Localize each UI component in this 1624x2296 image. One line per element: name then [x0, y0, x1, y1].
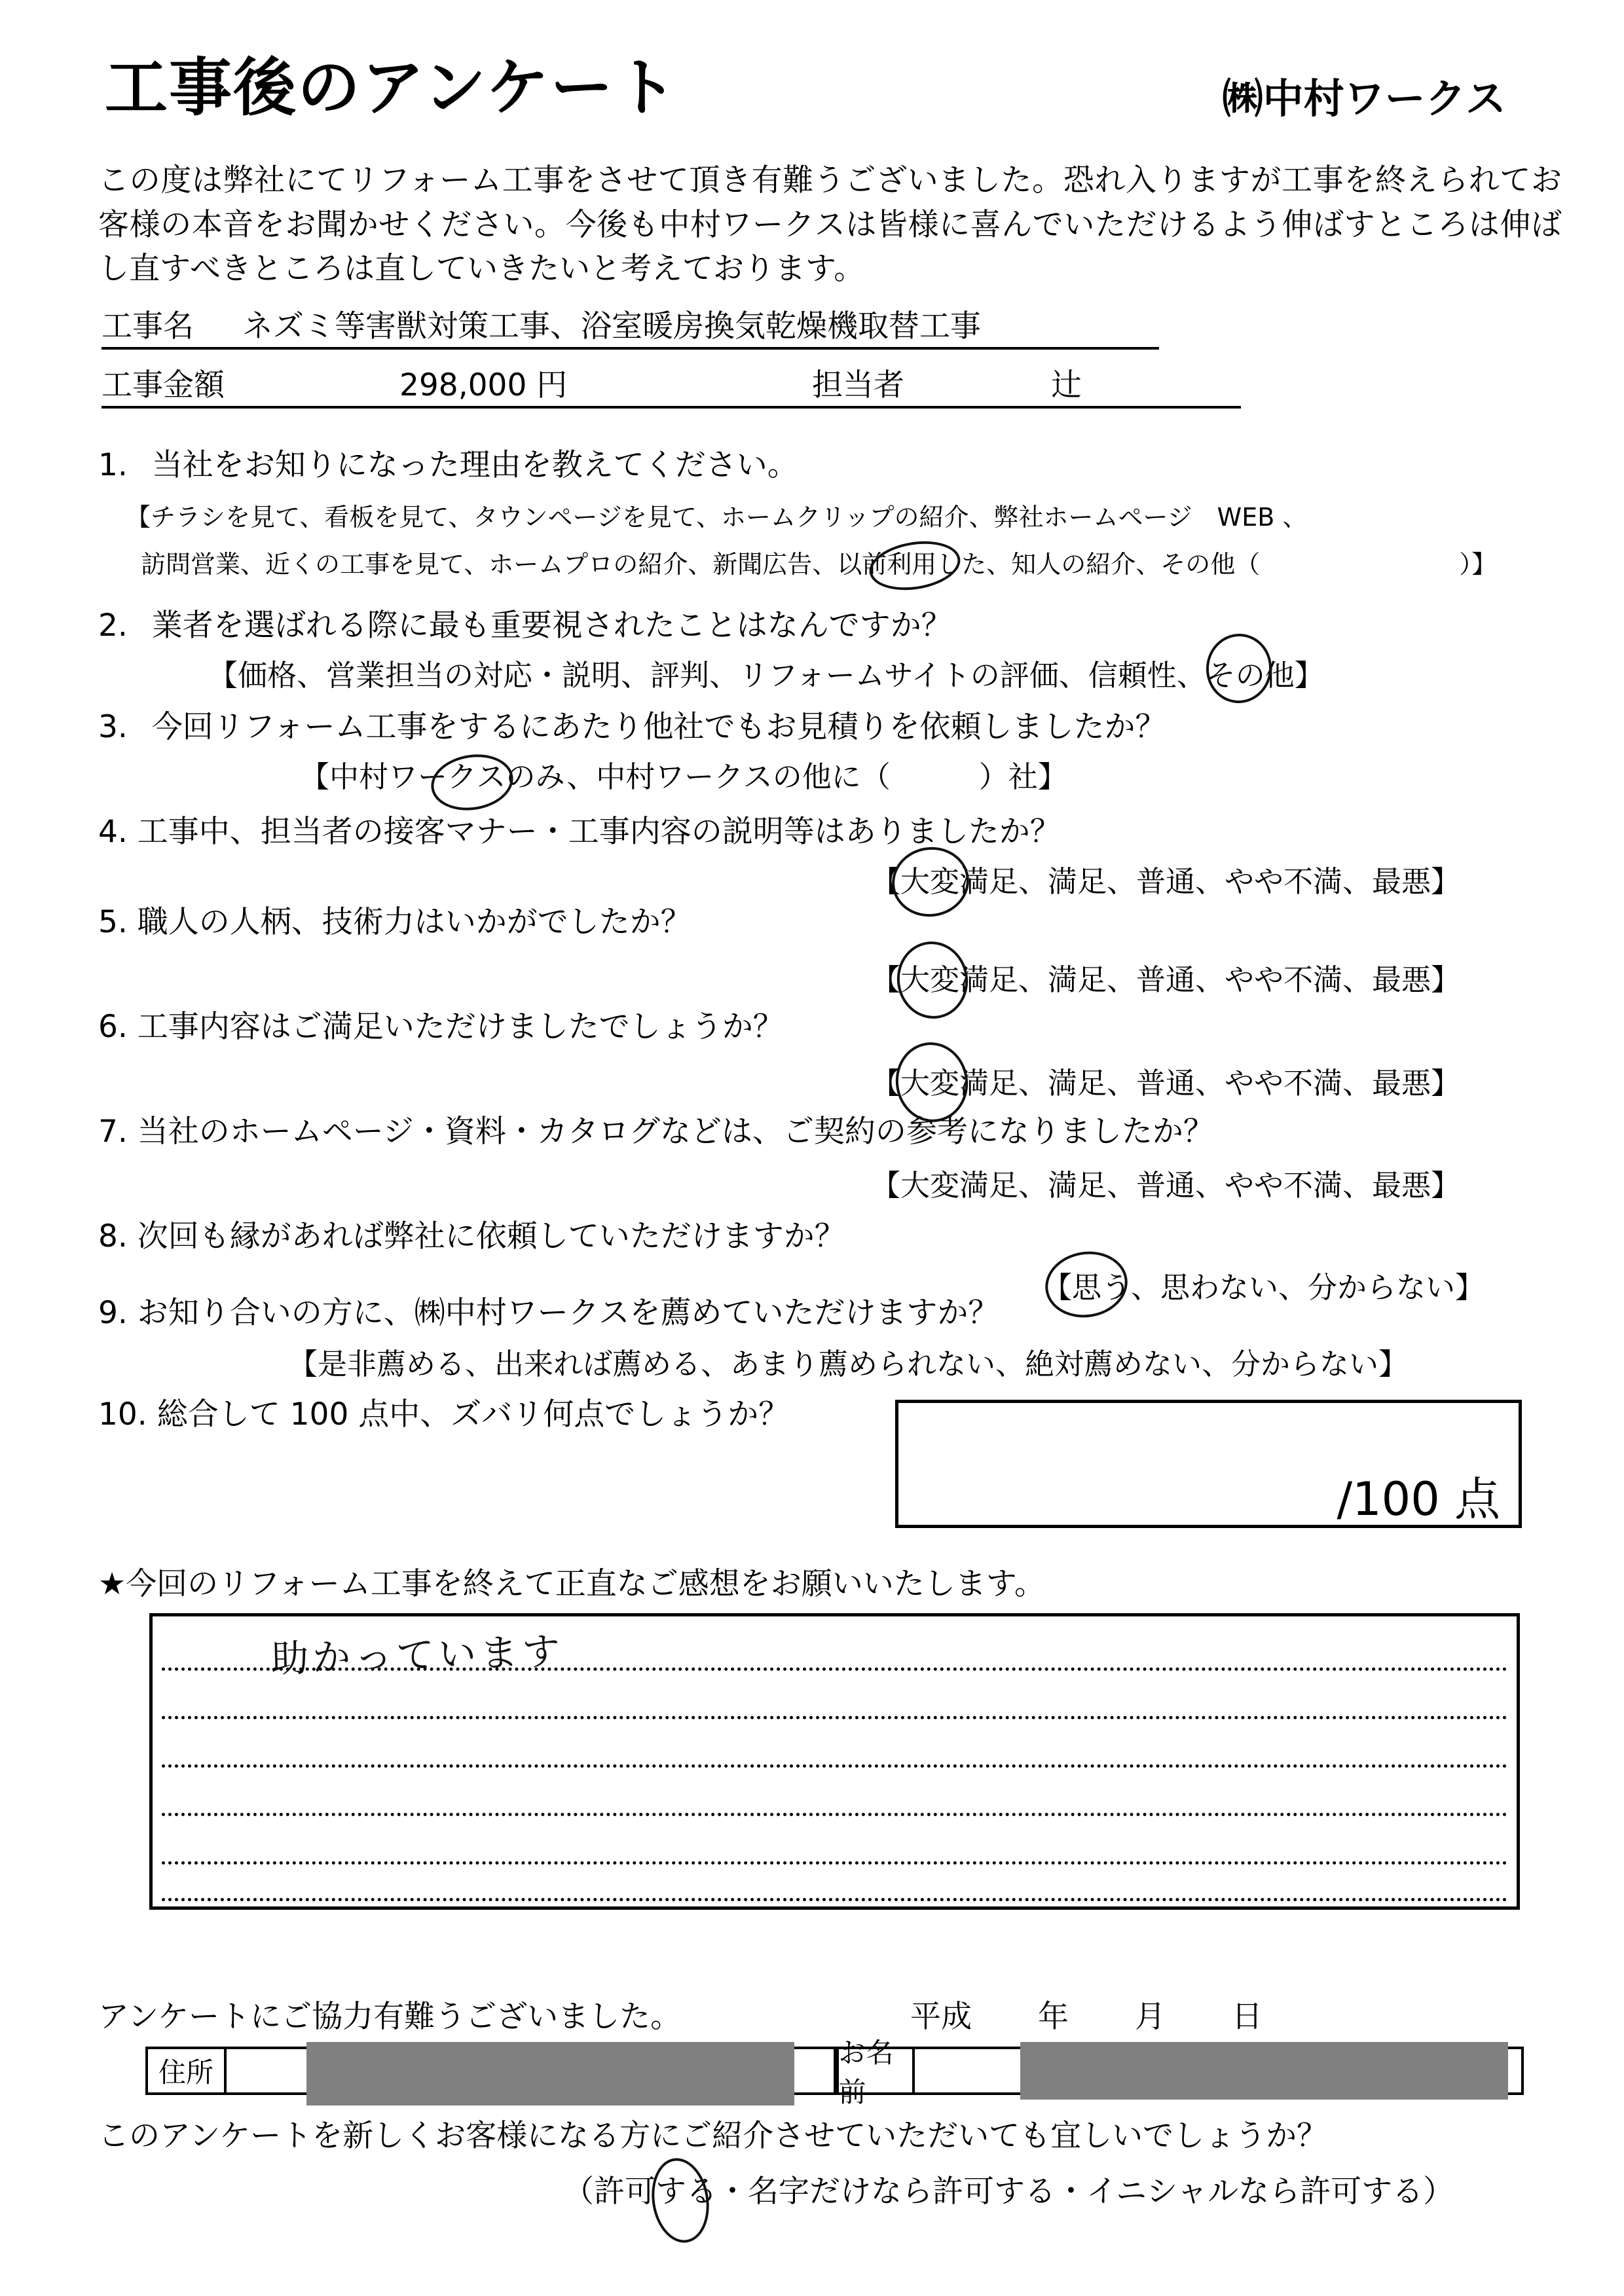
- date-line: [910, 1992, 1319, 2036]
- address-redaction-block: [306, 2042, 794, 2105]
- project-amount-row: [101, 367, 1241, 409]
- intro-paragraph: この度は弊社にてリフォーム工事をさせて頂き有難うございました。恐れ入りますが工事を終えられてお客様の本音をお聞かせください。今後も中村ワークスは皆様に喜んでいただけるよう伸ばすところは伸ばし直すべきところは直していきたいと考えております。: [98, 162, 1562, 287]
- question-8: [98, 1216, 845, 1256]
- question-7: [98, 1112, 1214, 1152]
- comment-handwritten-text: 助かっています: [270, 1629, 564, 1681]
- question-10-number: 10.: [98, 1396, 147, 1432]
- question-1-options-line2[interactable]: 訪問営業、近くの工事を見て、ホームプロの紹介、新聞広告、以前利用した、知人の紹介、その他（ ）】: [141, 550, 1497, 579]
- question-5-options[interactable]: 【大変満足、満足、普通、やや不満、最悪】: [871, 962, 1461, 997]
- question-4-options[interactable]: 【大変満足、満足、普通、やや不満、最悪】: [871, 864, 1461, 899]
- question-2-text: 業者を選ばれる際に最も重要視されたことはなんですか？: [151, 608, 952, 644]
- question-6-text: 工事内容はご満足いただけましたでしょうか？: [137, 1009, 784, 1045]
- question-8-text: 次回も縁があれば弊社に依頼していただけますか？: [137, 1218, 845, 1254]
- question-5-text: 職人の人柄、技術力はいかがでしたか？: [137, 904, 692, 940]
- question-1-text: 当社をお知りになった理由を教えてください。: [151, 447, 798, 483]
- comment-rule-line: [162, 1764, 1507, 1768]
- name-label: お名前: [836, 2049, 915, 2092]
- comment-rule-line: [162, 1667, 1507, 1671]
- question-10: [98, 1394, 789, 1434]
- comment-rule-line: [162, 1861, 1507, 1865]
- score-input-box[interactable]: [895, 1400, 1522, 1528]
- project-amount-value: 298,000 円: [399, 367, 568, 403]
- question-3-number: 3.: [98, 709, 128, 745]
- project-staff-value: 辻: [1051, 367, 1082, 403]
- project-name-value: ネズミ等害獣対策工事、浴室暖房換気乾燥機取替工事: [242, 308, 981, 344]
- question-9-text: お知り合いの方に、㈱中村ワークスを薦めていただけますか？: [137, 1295, 999, 1331]
- comment-rule-line: [162, 1716, 1507, 1719]
- question-6-number: 6.: [98, 1009, 128, 1045]
- question-7-text: 当社のホームページ・資料・カタログなどは、ご契約の参考になりましたか？: [137, 1114, 1214, 1150]
- permission-question: このアンケートを新しくお客様になる方にご紹介させていただいても宜しいでしょうか？: [98, 2118, 1328, 2154]
- comment-rule-line: [162, 1813, 1507, 1816]
- score-unit-label: /100 点: [1337, 1472, 1500, 1526]
- question-4: [98, 812, 1061, 852]
- year-label: 年: [1037, 1999, 1069, 2035]
- company-name: ㈱中村ワークス: [1222, 75, 1506, 122]
- comment-heading: ★今回のリフォーム工事を終えて正直なご感想をお願いいたします。: [98, 1566, 1046, 1602]
- question-6: [98, 1007, 784, 1047]
- page-header: [105, 51, 1532, 124]
- era-label: 平成: [910, 1999, 972, 2035]
- question-3: [98, 707, 1166, 747]
- question-8-number: 8.: [98, 1218, 128, 1254]
- project-name-label: 工事名: [101, 308, 194, 344]
- question-5: [98, 902, 692, 942]
- thanks-text: アンケートにご協力有難うございました。: [98, 1999, 682, 2035]
- question-7-number: 7.: [98, 1114, 128, 1150]
- question-9-number: 9.: [98, 1295, 128, 1331]
- month-label: 月: [1134, 1999, 1166, 2035]
- question-6-options[interactable]: 【大変満足、満足、普通、やや不満、最悪】: [871, 1066, 1461, 1101]
- question-5-number: 5.: [98, 904, 128, 940]
- project-amount-label: 工事金額: [101, 367, 225, 403]
- project-staff-label: 担当者: [812, 367, 904, 403]
- question-2: [98, 606, 952, 646]
- comment-rule-line: [162, 1898, 1507, 1901]
- question-2-options[interactable]: 【価格、営業担当の対応・説明、評判、リフォームサイトの評価、信頼性、その他】: [208, 658, 1324, 693]
- question-2-number: 2.: [98, 608, 128, 644]
- question-3-text: 今回リフォーム工事をするにあたり他社でもお見積りを依頼しましたか？: [151, 709, 1166, 745]
- question-9-options[interactable]: 【是非薦める、出来れば薦める、あまり薦められない、絶対薦めない、分からない】: [288, 1347, 1409, 1381]
- address-label: 住所: [148, 2049, 227, 2092]
- question-4-number: 4.: [98, 814, 128, 850]
- question-8-options[interactable]: 【思う、思わない、分からない】: [1043, 1270, 1485, 1305]
- page-title: 工事後のアンケート: [105, 51, 679, 124]
- question-9: [98, 1293, 999, 1333]
- permission-options[interactable]: （許可する・名字だけなら許可する・イニシャルなら許可する）: [563, 2174, 1454, 2210]
- project-name-row: [101, 308, 1159, 350]
- question-1: [98, 445, 798, 485]
- day-label: 日: [1231, 1999, 1263, 2035]
- question-3-options[interactable]: 【中村ワークスのみ、中村ワークスの他に（ ）社】: [300, 759, 1067, 794]
- question-10-text: 総合して 100 点中、ズバリ何点でしょうか？: [157, 1396, 790, 1432]
- question-7-options[interactable]: 【大変満足、満足、普通、やや不満、最悪】: [871, 1168, 1461, 1203]
- name-redaction-block: [1020, 2042, 1508, 2100]
- question-4-text: 工事中、担当者の接客マナー・工事内容の説明等はありましたか？: [137, 814, 1061, 850]
- comment-box[interactable]: [149, 1613, 1520, 1910]
- question-1-number: 1.: [98, 447, 128, 483]
- question-1-options-line1[interactable]: 【チラシを見て、看板を見て、タウンページを見て、ホームクリップの紹介、弊社ホームページ WEB 、: [126, 503, 1308, 532]
